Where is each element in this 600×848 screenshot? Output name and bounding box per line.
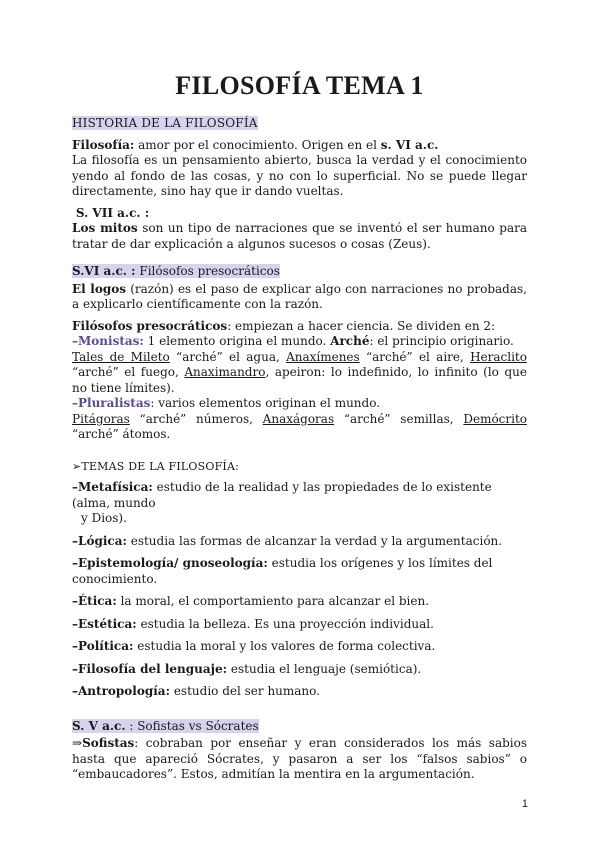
filosofos-presocraticos: Filósofos presocráticos: empiezan a hacer ciencia. Se dividen en 2: [72,318,496,333]
section-heading-presocraticos: S.VI a.c. : Filósofos presocráticos [72,264,280,278]
temas-list [72,480,527,700]
mitos-paragraph: Los mitos son un tipo de narraciones que se inventó el ser humano para tratar de dar explicación a algunos sucesos o cosas (Zeus). [72,221,527,251]
double-arrow-icon: ⇒ [72,736,83,750]
topic-epistemologia: –Epistemología/ gnoseología: estudia los orígenes y los límites del conocimiento. [72,556,493,586]
sofistas-paragraph: ⇒Sofistas: cobraban por enseñar y eran considerados los más sabios hasta que apareció Sócrates, y pasaron a ser los “falsos sabios” o “embaucadores”. Estos, admitían la mentira en la argumentación. [72,736,527,781]
topic-antropologia: –Antropología: estudio del ser humano. [72,684,320,698]
topic-etica: –Ética: la moral, el comportamiento para alcanzar el bien. [72,594,430,608]
page-number: 1 [521,798,528,810]
monistas-philosophers: Tales de Mileto “arché” el agua, Anaxímenes “arché” el aire, Heraclito “arché” el fuego, Anaximandro, apeiron: lo indefinido, lo infinito (lo que no tiene límites). [72,349,527,395]
section-heading-historia: HISTORIA DE LA FILOSOFÍA [72,116,258,130]
topic-metafisica: –Metafísica: estudio de la realidad y las propiedades de lo existente (alma, mundo y Dios). [72,480,492,525]
pluralistas-philosophers: Pitágoras “arché” números, Anaxágoras “arché” semillas, Demócrito “arché” átomos. [72,411,528,441]
topic-logica: –Lógica: estudia las formas de alcanzar la verdad y la argumentación. [72,533,503,548]
logos-paragraph: El logos (razón) es el paso de explicar algo con narraciones no probadas, a explicarlo científicamente con la razón. [72,281,527,311]
topic-politica: –Política: estudia la moral y los valores de forma colectiva. [72,639,436,653]
section-heading-temas: ➢TEMAS DE LA FILOSOFÍA: [72,459,239,473]
monistas-line: –Monistas: 1 elemento origina el mundo. Arché: el principio originario. [72,334,514,348]
filosofia-paragraph: La filosofía es un pensamiento abierto, busca la verdad y el conocimiento yendo al fondo de las cosas, y no con lo superficial. No se puede llegar directamente, sino hay que ir dando vueltas. [72,153,527,198]
topic-filosofia-lenguaje: –Filosofía del lenguaje: estudia el lenguaje (semiótica). [72,661,422,676]
section-heading-sofistas: S. V a.c. : Sofistas vs Sócrates [72,718,259,733]
svii-label: S. VII a.c. : [75,205,150,220]
pluralistas-line: –Pluralistas: varios elementos originan el mundo. [72,396,381,410]
document-page [72,70,527,783]
page-title: FILOSOFÍA TEMA 1 [175,71,424,100]
filosofia-definition: Filosofía: amor por el conocimiento. Origen en el s. VI a.c. [72,137,439,152]
topic-estetica: –Estética: estudia la belleza. Es una proyección individual. [72,616,434,631]
